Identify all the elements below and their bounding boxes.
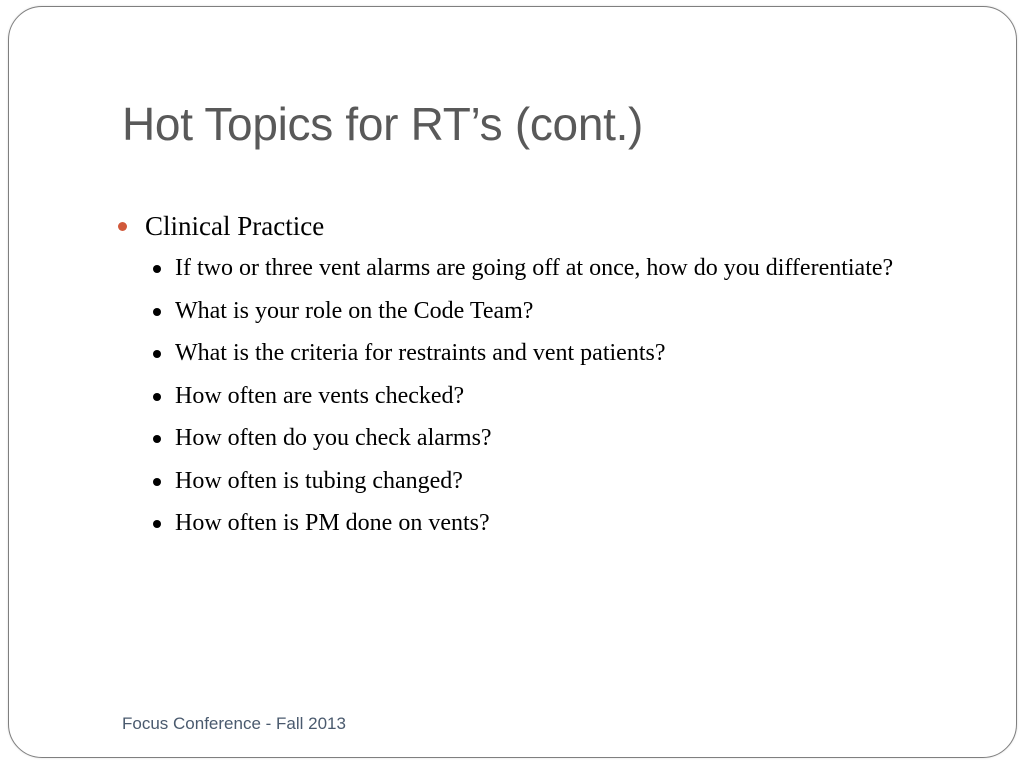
sub-bullet-list	[115, 251, 955, 540]
sub-bullet-text: What is your role on the Code Team?	[175, 297, 534, 324]
sub-bullet-text: How often do you check alarms?	[175, 425, 492, 451]
sub-bullet-text: How often is PM done on vents?	[175, 510, 490, 536]
sub-bullet-dot-icon	[153, 308, 161, 316]
sub-bullet-text: If two or three vent alarms are going off at once, how do you differentiate?	[175, 255, 894, 281]
sub-bullet-item	[175, 506, 935, 540]
bullet-dot-icon	[118, 222, 127, 231]
sub-bullet-item	[175, 294, 935, 328]
sub-bullet-item	[175, 421, 935, 455]
sub-bullet-dot-icon	[153, 350, 161, 358]
sub-bullet-text: How often are vents checked?	[175, 382, 465, 409]
sub-bullet-text: How often is tubing changed?	[175, 467, 463, 494]
slide-title: Hot Topics for RT’s (cont.)	[122, 98, 644, 150]
slide-frame	[8, 6, 1017, 758]
sub-bullet-dot-icon	[153, 478, 161, 486]
sub-bullet-dot-icon	[153, 265, 161, 273]
sub-bullet-text: What is the criteria for restraints and vent patients?	[175, 340, 666, 366]
bullet-clinical-practice	[115, 207, 955, 245]
sub-bullet-item	[175, 464, 935, 498]
bullet-list	[115, 207, 955, 549]
sub-bullet-item	[175, 379, 935, 413]
sub-bullet-dot-icon	[153, 520, 161, 528]
slide-footer: Focus Conference - Fall 2013	[122, 714, 346, 733]
sub-bullet-item	[175, 251, 935, 285]
sub-bullet-dot-icon	[153, 435, 161, 443]
bullet-label: Clinical Practice	[145, 211, 325, 241]
sub-bullet-item	[175, 336, 935, 370]
sub-bullet-dot-icon	[153, 393, 161, 401]
